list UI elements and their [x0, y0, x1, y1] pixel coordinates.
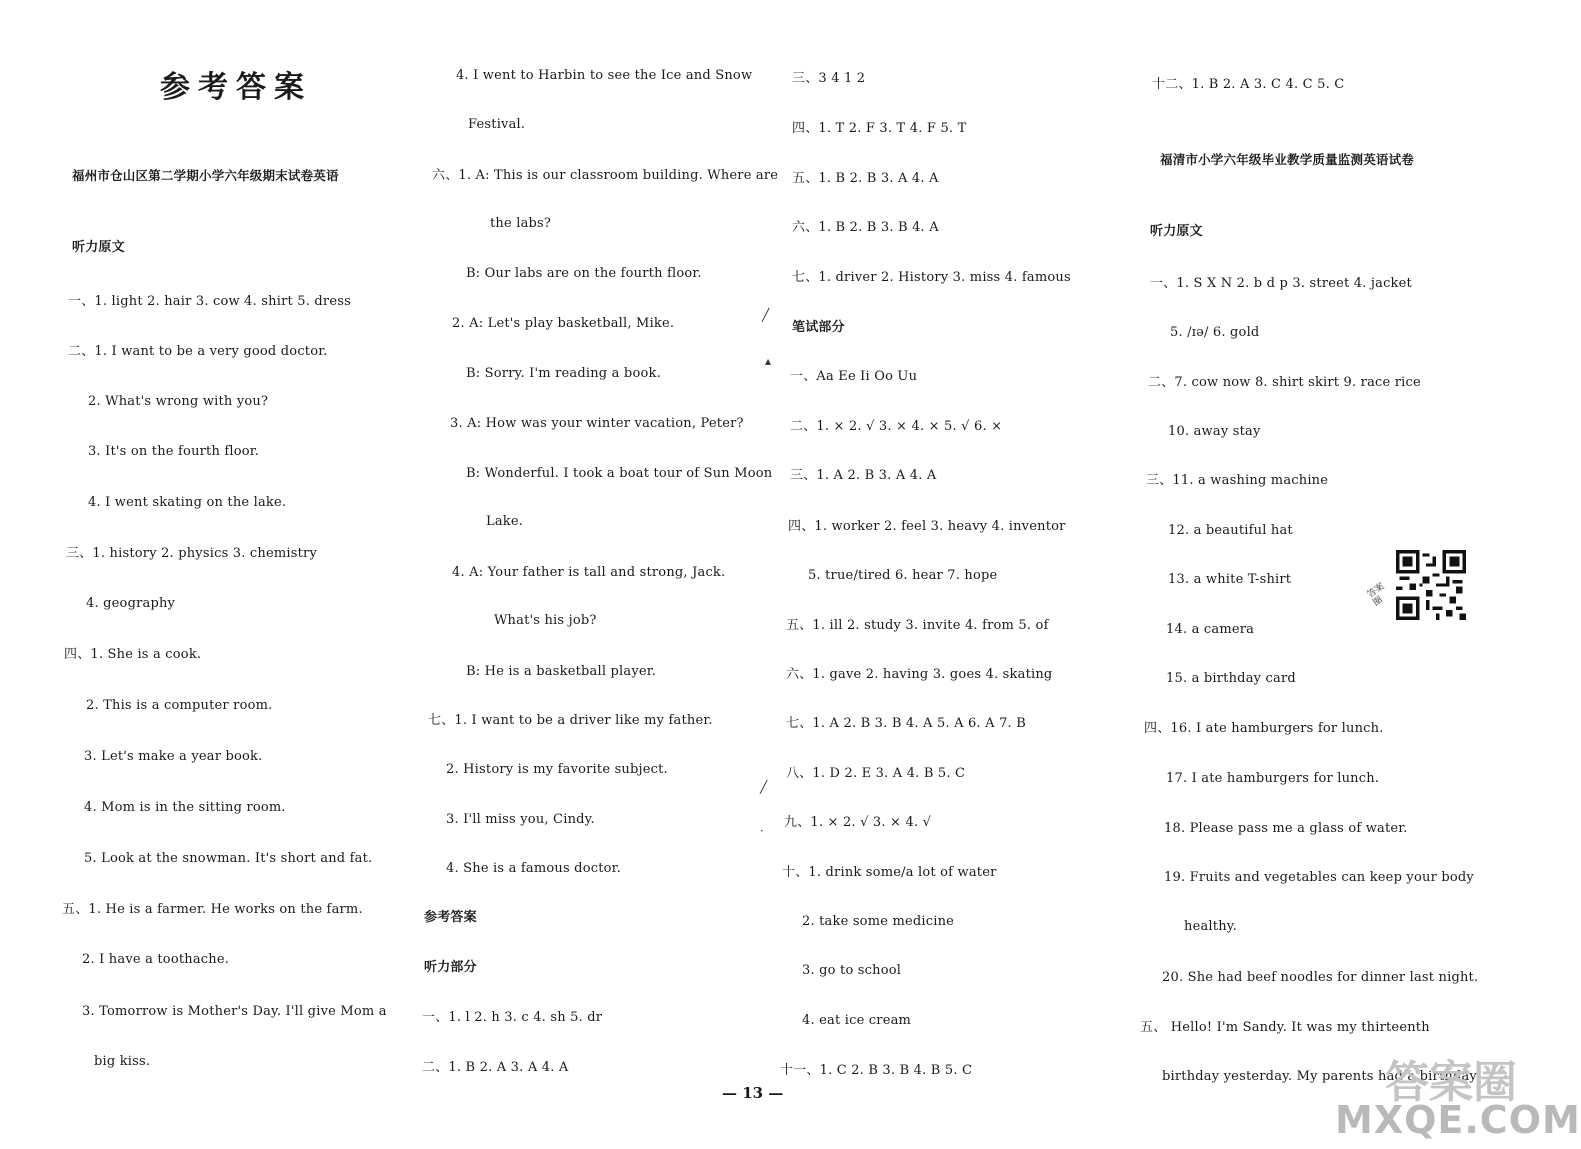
answer-line: 2. History is my favorite subject. [446, 762, 668, 777]
answer-line: Festival. [468, 117, 526, 132]
answer-line: 2. This is a computer room. [86, 698, 273, 713]
answer-line: 4. geography [86, 596, 176, 611]
answer-line: 七、1. I want to be a driver like my father. [428, 713, 713, 728]
answer-line: 3. Tomorrow is Mother's Day. I'll give Mom a [82, 1004, 387, 1019]
answer-line: 一、1. l 2. h 3. c 4. sh 5. dr [422, 1010, 603, 1025]
answer-line: 二、1. I want to be a very good doctor. [68, 344, 328, 359]
qr-code [1396, 550, 1466, 620]
answer-line: 4. A: Your father is tall and strong, Jack. [452, 565, 726, 580]
answer-line: 八、1. D 2. E 3. A 4. B 5. C [786, 766, 966, 781]
answer-line: 三、3 4 1 2 [792, 71, 866, 86]
answer-line: 3. It's on the fourth floor. [88, 444, 260, 459]
answer-line: 3. Let's make a year book. [84, 749, 263, 764]
stray-mark: ▴ [765, 354, 772, 368]
section-title: 笔试部分 [792, 320, 845, 335]
watermark-url: MXQE.COM [1335, 1098, 1581, 1142]
answer-line: 一、1. S X N 2. b d p 3. street 4. jacket [1150, 276, 1412, 291]
qr-caption: 答案 圈 [1365, 581, 1387, 609]
answer-line: the labs? [490, 216, 552, 231]
answer-line: 18. Please pass me a glass of water. [1164, 821, 1408, 836]
answer-line: 二、1. B 2. A 3. A 4. A [422, 1060, 569, 1075]
answer-line: 5. Look at the snowman. It's short and fat. [84, 851, 373, 866]
exam-heading: 福清市小学六年级毕业教学质量监测英语试卷 [1160, 152, 1415, 167]
answer-line: 4. eat ice cream [802, 1013, 912, 1028]
answer-line: 五、 Hello! I'm Sandy. It was my thirteenth [1140, 1020, 1430, 1035]
answer-line: 十、1. drink some/a lot of water [782, 865, 997, 880]
answer-line: 2. What's wrong with you? [88, 394, 269, 409]
answer-line: 九、1. × 2. √ 3. × 4. √ [784, 815, 932, 830]
answer-line: B: He is a basketball player. [466, 664, 657, 679]
answer-line: 19. Fruits and vegetables can keep your body [1164, 870, 1474, 885]
answer-line: 2. A: Let's play basketball, Mike. [452, 316, 675, 331]
answer-line: big kiss. [94, 1054, 151, 1069]
answer-line: 三、11. a washing machine [1146, 473, 1329, 488]
answer-line: 五、1. He is a farmer. He works on the farm. [62, 902, 363, 917]
answer-line: 4. I went skating on the lake. [88, 495, 287, 510]
answer-line: B: Wonderful. I took a boat tour of Sun Moon [466, 466, 773, 481]
answer-line: 2. I have a toothache. [82, 952, 230, 967]
answer-line: 一、Aa Ee Ii Oo Uu [790, 369, 918, 384]
answer-line: 12. a beautiful hat [1168, 523, 1293, 538]
answer-line: 20. She had beef noodles for dinner last night. [1162, 970, 1479, 985]
answer-line: 七、1. driver 2. History 3. miss 4. famous [792, 270, 1071, 285]
stray-mark: ╱ [760, 780, 768, 794]
answer-line: healthy. [1184, 919, 1237, 934]
answer-line: 三、1. A 2. B 3. A 4. A [790, 468, 937, 483]
answer-line: B: Our labs are on the fourth floor. [466, 266, 702, 281]
section-title: 听力部分 [424, 960, 477, 975]
answer-line: 5. true/tired 6. hear 7. hope [808, 568, 998, 583]
answer-line: 二、1. × 2. √ 3. × 4. × 5. √ 6. × [790, 419, 1003, 434]
page-title: 参考答案 [160, 70, 312, 105]
answer-line: 四、16. I ate hamburgers for lunch. [1144, 721, 1384, 736]
answer-line: B: Sorry. I'm reading a book. [466, 366, 661, 381]
answer-line: 15. a birthday card [1166, 671, 1296, 686]
answer-line: 五、1. B 2. B 3. A 4. A [792, 171, 939, 186]
page-number: — 13 — [722, 1084, 784, 1102]
answer-line: Lake. [486, 514, 524, 529]
answer-line: 4. I went to Harbin to see the Ice and Snow [456, 68, 753, 83]
answer-line: 六、1. B 2. B 3. B 4. A [792, 220, 939, 235]
watermark-logo: 答案圈 [1385, 1057, 1517, 1108]
answer-line: 六、1. A: This is our classroom building. Where are [432, 168, 779, 183]
answer-line: 五、1. ill 2. study 3. invite 4. from 5. of [786, 618, 1049, 633]
stray-mark: · [760, 824, 764, 838]
answer-line: 七、1. A 2. B 3. B 4. A 5. A 6. A 7. B [786, 716, 1026, 731]
answer-line: 四、1. She is a cook. [64, 647, 202, 662]
answer-line: 一、1. light 2. hair 3. cow 4. shirt 5. dress [68, 294, 351, 309]
section-title: 听力原文 [1150, 224, 1203, 239]
answer-line: 14. a camera [1166, 622, 1255, 637]
answer-line: 5. /ɪə/ 6. gold [1170, 325, 1260, 340]
answer-line: 17. I ate hamburgers for lunch. [1166, 771, 1380, 786]
answer-line: 十一、1. C 2. B 3. B 4. B 5. C [780, 1063, 973, 1078]
answer-line: 六、1. gave 2. having 3. goes 4. skating [786, 667, 1053, 682]
section-title: 参考答案 [424, 910, 477, 925]
answer-line: 3. I'll miss you, Cindy. [446, 812, 595, 827]
stray-mark: ╱ [762, 308, 770, 322]
answer-line: 四、1. T 2. F 3. T 4. F 5. T [792, 121, 967, 136]
answer-line: 3. go to school [802, 963, 902, 978]
answer-line: 13. a white T-shirt [1168, 572, 1292, 587]
answer-line: 十二、1. B 2. A 3. C 4. C 5. C [1152, 77, 1345, 92]
exam-heading: 福州市仓山区第二学期小学六年级期末试卷英语 [72, 168, 339, 183]
answer-line: 2. take some medicine [802, 914, 955, 929]
answer-line: 二、7. cow now 8. shirt skirt 9. race rice [1148, 375, 1421, 390]
answer-line: birthday yesterday. My parents had a birthday [1162, 1069, 1477, 1084]
answer-line: 4. She is a famous doctor. [446, 861, 621, 876]
section-title: 听力原文 [72, 240, 125, 255]
answer-line: 三、1. history 2. physics 3. chemistry [66, 546, 317, 561]
answer-line: 四、1. worker 2. feel 3. heavy 4. inventor [788, 519, 1066, 534]
answer-line: 10. away stay [1168, 424, 1261, 439]
answer-line: 4. Mom is in the sitting room. [84, 800, 286, 815]
answer-line: What's his job? [494, 613, 597, 628]
answer-line: 3. A: How was your winter vacation, Peter? [450, 416, 744, 431]
